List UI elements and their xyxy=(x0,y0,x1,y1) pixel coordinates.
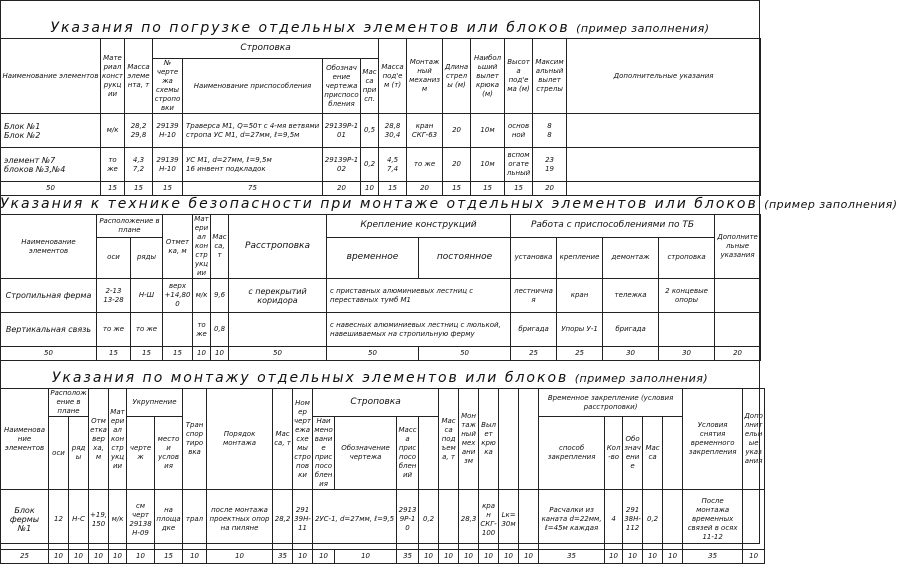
width-3-14: 35 xyxy=(397,550,419,564)
s2-row2-extra xyxy=(715,313,761,347)
width-3-27: 10 xyxy=(743,550,765,564)
s3-row1-mark: +19,150 xyxy=(89,490,109,550)
section1-example-note: (пример заполнения) xyxy=(576,22,710,35)
s2-row2-axes: то же xyxy=(97,313,131,347)
s3-header-blank3 xyxy=(419,417,439,490)
width-2-7: 50 xyxy=(229,347,327,361)
section3-title-text: Указания по монтажу отдельных элементов или блоков xyxy=(51,370,569,386)
s2-row2-material: то же xyxy=(193,313,211,347)
width-2-13: 30 xyxy=(659,347,715,361)
s2-header-plan: Расположение в плане xyxy=(97,215,163,238)
header-device-name: Наименование приспособления xyxy=(183,59,323,114)
header-reach: Наибольший вылет крюка (м) xyxy=(471,39,505,114)
s3-row1-device: 2УС-1, d=27мм, ℓ=9,5 xyxy=(313,490,397,550)
row1-mass: 28,2 29,8 xyxy=(125,114,153,148)
s2-row2-mass: 0,8 xyxy=(211,313,229,347)
width-3-4: 10 xyxy=(89,550,109,564)
width-3-7: 15 xyxy=(155,550,183,564)
s2-row1-extra xyxy=(715,279,761,313)
width-3-22: 10 xyxy=(605,550,623,564)
width-1-11: 15 xyxy=(471,182,505,196)
header-mass: Масса элемента, т xyxy=(125,39,153,114)
s2-row2-rows: то же xyxy=(131,313,163,347)
s3-row1-place: на площадке xyxy=(155,490,183,550)
s3-row1-rows: Н-С xyxy=(69,490,89,550)
s2-row2-d2: Упоры У-1 xyxy=(557,313,603,347)
s2-row1-axes: 2-13 13-28 xyxy=(97,279,131,313)
s3-row1-tdrawing: 29138Н-112 xyxy=(623,490,643,550)
width-1-9: 20 xyxy=(407,182,443,196)
s2-row2-d1: бригада xyxy=(511,313,557,347)
s3-header-mech: Монтажный механизм xyxy=(459,389,479,490)
s3-header-lift: Масса подъема, т xyxy=(439,389,459,490)
header-material: Материал конструкции xyxy=(101,39,125,114)
row1-boom-angle: 8 8 xyxy=(533,114,567,148)
s3-row1-removal: После монтажа временных связей в осях 11-12 xyxy=(683,490,743,550)
s3-header-blank2 xyxy=(519,389,539,490)
s3-row1-reach: Lк=30м xyxy=(499,490,519,550)
s3-row1-blank3 xyxy=(663,490,683,550)
s2-header-d4: строповка xyxy=(659,237,715,278)
widths-row-1 xyxy=(1,182,761,196)
s2-header-fastening: Крепление конструкций xyxy=(327,215,511,238)
s2-row1-mark: верх +14,800 xyxy=(163,279,193,313)
row2-reach: 10м xyxy=(471,148,505,182)
s2-header-extra: Дополнительные указания xyxy=(715,215,761,279)
section3-title xyxy=(0,370,760,386)
width-3-3: 10 xyxy=(69,550,89,564)
s2-header-d3: демонтаж xyxy=(603,237,659,278)
s3-header-removal: Условия снятия временного закрепления xyxy=(683,389,743,490)
s3-header-mark: Отметка верха, м xyxy=(89,389,109,490)
width-2-14: 20 xyxy=(715,347,761,361)
row1-material: м/к xyxy=(101,114,125,148)
s3-header-temp-fix: Временное закрепление (условия расстроповки) xyxy=(539,389,683,417)
s3-row1-mech: кран СКГ-100 xyxy=(479,490,499,550)
s3-header-order: Порядок монтажа xyxy=(207,389,273,490)
s2-header-mass: Масса, т xyxy=(211,215,229,279)
s3-row1-name: Блок фермы №1 xyxy=(1,490,49,550)
s3-header-name: Наименование элементов xyxy=(1,389,49,490)
s3-header-rows: ряды xyxy=(69,417,89,490)
header-mech: Монтажный механизм xyxy=(407,39,443,114)
s3-header-method: способ закрепления xyxy=(539,417,605,490)
row2-mech: то же xyxy=(407,148,443,182)
header-scheme-no: № чертежа схемы строповки xyxy=(153,59,183,114)
s3-header-slinging: Строповка xyxy=(313,389,439,417)
width-3-18: 10 xyxy=(479,550,499,564)
row2-mass: 4,3 7,2 xyxy=(125,148,153,182)
row1-drawing: 29139Р-101 xyxy=(323,114,361,148)
row2-boom-angle: 23 19 xyxy=(533,148,567,182)
section1-title xyxy=(0,20,760,36)
header-device-drawing: Обозначение чертежа приспособления xyxy=(323,59,361,114)
s3-header-place: место и условия xyxy=(155,417,183,490)
s3-header-drawing: чертеж xyxy=(127,417,155,490)
header-extra: Дополнительные указания xyxy=(567,39,761,114)
s3-header-tmass: Масса xyxy=(643,417,663,490)
s2-row1-d1: лестничная xyxy=(511,279,557,313)
row2-boom: 20 xyxy=(443,148,471,182)
header-name: Наименование элементов xyxy=(1,39,101,114)
s3-header-reach: Вылет крюка xyxy=(479,389,499,490)
s3-header-blank4 xyxy=(663,417,683,490)
width-1-14 xyxy=(567,182,761,196)
width-2-5: 10 xyxy=(193,347,211,361)
s3-row1-mass: 28,2 xyxy=(273,490,293,550)
s2-header-permanent: постоянное xyxy=(419,237,511,278)
s2-row2-unslinging xyxy=(229,313,327,347)
s3-row1-drawing: см черт 29138Н-09 xyxy=(127,490,155,550)
s3-row1-scheme: 29139Н-11 xyxy=(293,490,313,550)
row1-scheme: 29139Н-10 xyxy=(153,114,183,148)
row2-device-mass: 0,2 xyxy=(361,148,379,182)
width-2-12: 30 xyxy=(603,347,659,361)
header-boom-angle: Максимальный вылет стрелы xyxy=(533,39,567,114)
width-1-12: 15 xyxy=(505,182,533,196)
s2-row1-rows: Н-Ш xyxy=(131,279,163,313)
width-1-2: 15 xyxy=(101,182,125,196)
row1-name: Блок №1 Блок №2 xyxy=(1,114,101,148)
s2-row1-d3: тележка xyxy=(603,279,659,313)
s2-header-mark: Отметка, м xyxy=(163,215,193,279)
s2-header-axes: оси xyxy=(97,237,131,278)
width-3-1: 25 xyxy=(1,550,49,564)
width-1-3: 15 xyxy=(125,182,153,196)
s3-row1-blank2 xyxy=(519,490,539,550)
row2-scheme: 29139Н-10 xyxy=(153,148,183,182)
row1-reach: 10м xyxy=(471,114,505,148)
s3-header-enlarge: Укрупнение xyxy=(127,389,183,417)
s2-row1-d2: кран xyxy=(557,279,603,313)
row2-name: элемент №7 блоков №3,№4 xyxy=(1,148,101,182)
s3-row1-lift: 28,3 xyxy=(459,490,479,550)
section2-example-note: (пример заполнения) xyxy=(764,198,898,211)
width-3-17: 10 xyxy=(459,550,479,564)
row2-device: УС М1, d=27мм, ℓ=9,5м 16 инвент подкладок xyxy=(183,148,323,182)
width-3-8: 10 xyxy=(183,550,207,564)
width-2-9: 50 xyxy=(419,347,511,361)
row2-lift-height: вспомогательный xyxy=(505,148,533,182)
width-3-15: 10 xyxy=(419,550,439,564)
width-3-25: 10 xyxy=(663,550,683,564)
s2-header-d1: установка xyxy=(511,237,557,278)
width-2-11: 25 xyxy=(557,347,603,361)
s3-row1-material: м/к xyxy=(109,490,127,550)
s3-header-tdrawing: Обозначение xyxy=(623,417,643,490)
header-slinging: Строповка xyxy=(153,39,379,59)
s3-header-material: Материал конструкции xyxy=(109,389,127,490)
s3-row1-qty: 4 xyxy=(605,490,623,550)
s3-row1-transport: трал xyxy=(183,490,207,550)
width-1-6: 20 xyxy=(323,182,361,196)
s2-header-d2: крепление xyxy=(557,237,603,278)
width-1-8: 15 xyxy=(379,182,407,196)
width-3-6: 10 xyxy=(127,550,155,564)
width-3-10: 35 xyxy=(273,550,293,564)
s3-header-transport: Транспортировка xyxy=(183,389,207,490)
s2-row1-material: м/к xyxy=(193,279,211,313)
width-2-8: 50 xyxy=(327,347,419,361)
s3-header-dmass: Масса приспособлений xyxy=(397,417,419,490)
s3-row1-method: Расчалки из каната d=22мм, ℓ=45м каждая xyxy=(539,490,605,550)
header-boom: Длина стрелы (м) xyxy=(443,39,471,114)
width-2-2: 15 xyxy=(97,347,131,361)
row2-extra xyxy=(567,148,761,182)
section2-title-text: Указания к технике безопасности при монтаже отдельных элементов или блоков xyxy=(0,196,758,212)
s3-header-plan: Расположение в плане xyxy=(50,389,87,415)
width-3-21: 35 xyxy=(539,550,605,564)
s2-row2-d3: бригада xyxy=(603,313,659,347)
s3-row1-extra xyxy=(743,490,765,550)
s2-row1-name: Стропильная ферма xyxy=(1,279,97,313)
width-1-1: 50 xyxy=(1,182,101,196)
row1-mech: кран СКГ-63 xyxy=(407,114,443,148)
row1-device: Траверса М1, Q=50т с 4-мя ветвями стропа УС М1, d=27мм, ℓ=9,5м xyxy=(183,114,323,148)
width-2-1: 50 xyxy=(1,347,97,361)
s2-header-devices: Работа с приспособлениями по ТБ xyxy=(511,215,715,238)
width-3-24: 10 xyxy=(643,550,663,564)
section3-example-note: (пример заполнения) xyxy=(574,372,709,385)
s2-row2-d4 xyxy=(659,313,715,347)
width-3-13: 10 xyxy=(335,550,397,564)
width-3-19: 10 xyxy=(499,550,519,564)
s2-row2-mark xyxy=(163,313,193,347)
s2-row2-temporary: с навесных алюминиевых лестниц с люлькой, навешиваемых на стропильную ферму xyxy=(327,313,511,347)
width-3-12: 10 xyxy=(313,550,335,564)
width-1-7: 10 xyxy=(361,182,379,196)
row1-lift-mass: 28,8 30,4 xyxy=(379,114,407,148)
width-2-3: 15 xyxy=(131,347,163,361)
s2-row1-unslinging: с перекрытий коридора xyxy=(229,279,327,313)
width-2-6: 10 xyxy=(211,347,229,361)
header-lift-mass: Масса под'ем (т) xyxy=(379,39,407,114)
section1-title-text: Указания по погрузке отдельных элементов или блоков xyxy=(50,20,570,36)
row2-drawing: 29139Р-102 xyxy=(323,148,361,182)
s3-row1-order: после монтажа проектных опор на пиляне xyxy=(207,490,273,550)
s3-row1-dmass: 0,2 xyxy=(419,490,439,550)
width-1-13: 20 xyxy=(533,182,567,196)
mounting-table xyxy=(0,388,765,564)
s3-header-qty: Кол-во xyxy=(605,417,623,490)
row2-material: то же xyxy=(101,148,125,182)
section2-title xyxy=(0,196,898,212)
s3-header-scheme: Номер чертежа схемы строповки xyxy=(293,389,313,490)
width-2-10: 25 xyxy=(511,347,557,361)
width-1-10: 15 xyxy=(443,182,471,196)
width-3-9: 10 xyxy=(207,550,273,564)
row2-lift-mass: 4,5 7,4 xyxy=(379,148,407,182)
width-1-5: 75 xyxy=(183,182,323,196)
s3-row1-tmass: 0,2 xyxy=(643,490,663,550)
s2-header-material: Материал конструкции xyxy=(194,215,209,277)
loading-table xyxy=(0,38,761,196)
s2-row1-temporary: с приставных алюминиевых лестниц с переставных тумб М1 xyxy=(327,279,511,313)
s2-header-name: Наименование элементов xyxy=(1,215,97,279)
s3-header-device: Наименование приспособления xyxy=(314,417,333,488)
s2-row1-d4: 2 концевые опоры xyxy=(659,279,715,313)
s2-row2-name: Вертикальная связь xyxy=(1,313,97,347)
width-3-20: 10 xyxy=(519,550,539,564)
row1-lift-height: основной xyxy=(505,114,533,148)
width-3-23: 10 xyxy=(623,550,643,564)
header-device-mass: Масса присп. xyxy=(361,59,379,114)
safety-table xyxy=(0,214,761,361)
width-3-2: 10 xyxy=(49,550,69,564)
s2-header-rows: ряды xyxy=(131,237,163,278)
s2-header-temporary: временное xyxy=(327,237,419,278)
width-1-4: 15 xyxy=(153,182,183,196)
s3-row1-ddrawing: 29139Р-10 xyxy=(397,490,419,550)
s3-row1-blank1 xyxy=(439,490,459,550)
s3-header-axes: оси xyxy=(49,417,69,490)
row1-device-mass: 0,5 xyxy=(361,114,379,148)
s3-header-blank1 xyxy=(499,389,519,490)
width-3-5: 10 xyxy=(109,550,127,564)
header-lift-height: Высота под'ема (м) xyxy=(505,39,533,114)
width-2-4: 15 xyxy=(163,347,193,361)
s2-row1-mass: 9,6 xyxy=(211,279,229,313)
width-3-16: 10 xyxy=(439,550,459,564)
s3-header-extra: Дополнительные указания xyxy=(743,389,765,490)
s3-header-ddrawing: Обозначение чертежа xyxy=(335,417,397,490)
s3-row1-axes: 12 xyxy=(49,490,69,550)
row1-boom: 20 xyxy=(443,114,471,148)
width-3-26: 35 xyxy=(683,550,743,564)
widths-row-2 xyxy=(1,347,761,361)
width-3-11: 10 xyxy=(293,550,313,564)
s3-header-mass: Масса, т xyxy=(273,389,293,490)
row1-extra xyxy=(567,114,761,148)
widths-row-3 xyxy=(1,550,765,564)
s2-header-unslinging: Расстроповка xyxy=(229,215,327,279)
